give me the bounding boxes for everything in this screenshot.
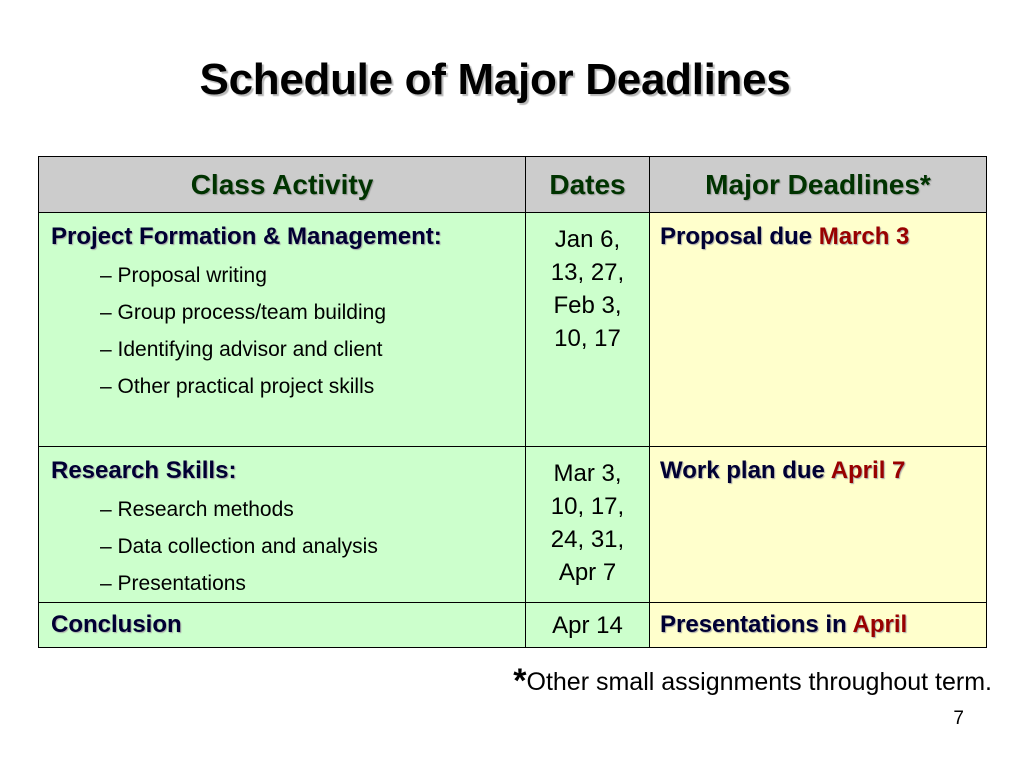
header-dates: Dates (526, 157, 650, 213)
footnote-text: Other small assignments throughout term. (526, 668, 992, 696)
table-row (39, 603, 987, 648)
dates-cell (526, 603, 650, 648)
deadline-label: Work plan due (660, 457, 831, 484)
header-class-activity: Class Activity (39, 157, 526, 213)
activity-heading: Project Formation & Management: (51, 223, 442, 250)
deadline-label: Presentations in (660, 611, 853, 638)
date-line: 13, 27, (550, 259, 625, 286)
dates-cell (526, 447, 650, 603)
deadline-cell (650, 447, 987, 603)
activity-subitem: – Group process/team building (100, 301, 386, 324)
activity-subitem: – Other practical project skills (100, 375, 375, 398)
deadline-cell (650, 213, 987, 447)
date-line: Jan 6, (554, 226, 621, 253)
activity-cell (39, 603, 526, 648)
activity-heading: Conclusion (51, 611, 182, 638)
header-row (39, 157, 987, 213)
date-line: 10, 17 (554, 325, 621, 352)
activity-subitem: – Research methods (100, 498, 294, 521)
activity-subitem: – Identifying advisor and client (100, 338, 383, 361)
date-line: Apr 14 (552, 612, 623, 639)
deadline-label: Proposal due (660, 223, 819, 250)
date-line: 10, 17, (550, 493, 625, 520)
activity-subitem: – Presentations (100, 572, 246, 595)
table-row (39, 213, 987, 447)
activity-subitem: – Proposal writing (100, 264, 267, 287)
deadline-date: April 7 (830, 457, 906, 484)
deadline-text (660, 223, 978, 251)
header-major-deadlines: Major Deadlines* (650, 157, 987, 213)
activity-heading: Research Skills: (51, 457, 237, 484)
deadline-date: March 3 (818, 223, 910, 250)
slide-title: Schedule of Major Deadlines (199, 55, 791, 104)
date-line: 24, 31, (550, 526, 625, 553)
deadline-text (660, 457, 978, 485)
date-line: Mar 3, (553, 460, 622, 487)
table-row (39, 447, 987, 603)
activity-subitem: – Data collection and analysis (100, 535, 378, 558)
deadline-cell (650, 603, 987, 648)
dates-cell (526, 213, 650, 447)
page-number: 7 (953, 708, 964, 729)
footnote (513, 659, 992, 702)
date-line: Feb 3, (553, 292, 622, 319)
schedule-table (38, 156, 987, 648)
deadline-date: April (852, 611, 908, 638)
deadline-text (660, 611, 978, 639)
activity-cell (39, 213, 526, 447)
activity-cell (39, 447, 526, 603)
footnote-asterisk: * (513, 662, 527, 700)
date-line: Apr 7 (558, 559, 617, 586)
